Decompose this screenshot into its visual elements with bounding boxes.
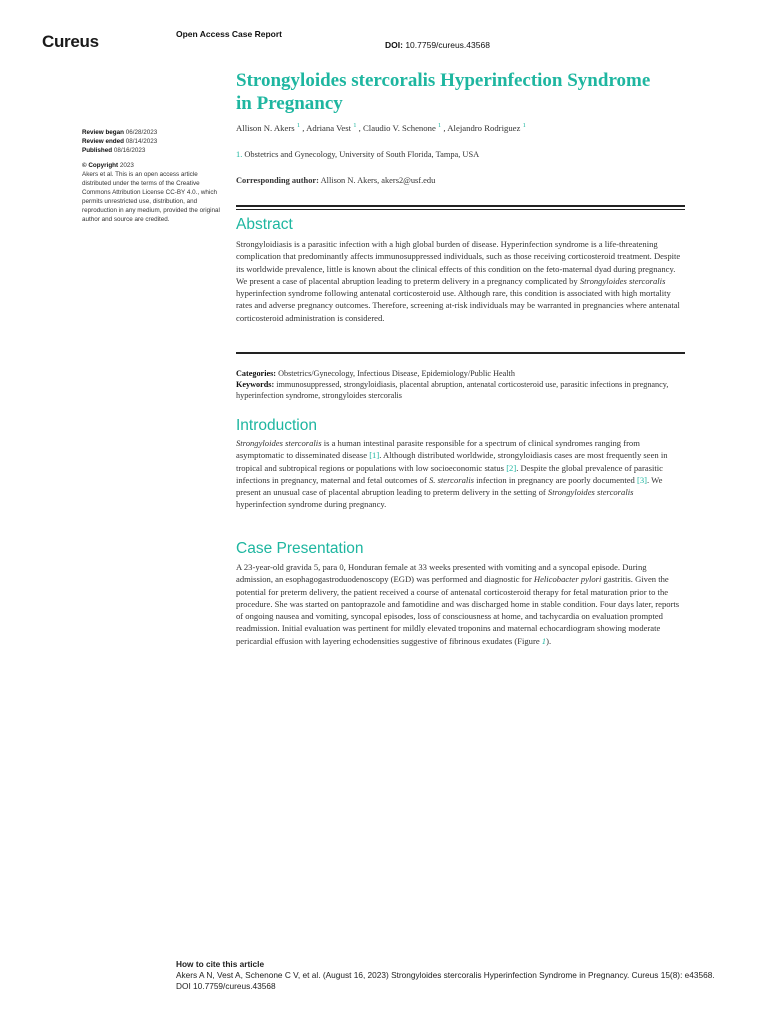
review-began (82, 128, 222, 137)
affiliation-text: Obstetrics and Gynecology, University of South Florida, Tampa, USA (244, 150, 480, 159)
review-ended-date: 08/14/2023 (125, 138, 158, 145)
affiliation-number: 1. (236, 150, 243, 159)
case-presentation-heading: Case Presentation (236, 540, 364, 557)
intro-italic: S. stercoralis (428, 474, 475, 485)
author-name[interactable]: Allison N. Akers (236, 122, 295, 133)
cureus-logo[interactable]: Cureus (42, 32, 99, 51)
reference-link[interactable]: [1] (369, 450, 380, 461)
review-began-date: 06/28/2023 (125, 129, 158, 136)
corresponding-label: Corresponding author: (236, 176, 319, 185)
categories-label: Categories: (236, 369, 277, 378)
citation-text: Akers A N, Vest A, Schenone C V, et al. (August 16, 2023) Strongyloides stercoralis Hyperinfection Syndrome in Pregnancy. Cureus 15(8): e43568. DOI 10.7759/cureus.43568 (176, 970, 715, 991)
intro-text-part: . Although distributed worldwide, strongyloidiasis cases are most frequently seen in tropical and subtropical regions or populations with low socioeconomic status (236, 450, 668, 473)
divider (236, 205, 685, 207)
intro-text-part: infection in pregnancy are poorly documented (474, 474, 637, 485)
case-text-part: ). (546, 635, 552, 646)
abstract-text-part: Strongyloidiasis is a parasitic infection with a high global burden of disease. Hyperinfection syndrome is a life-threatening complication that predominantly affects immunosuppressed individuals, such as those receiving corticosteroid treatment. Despite its worldwide prevalence, little is known about the clinical effects of this condition on the feto-maternal dyad during pregnancy. We present a case of placental abruption leading to preterm delivery in a pregnancy complicated by (236, 239, 681, 286)
keywords-value: immunosuppressed, strongyloidiasis, placental abruption, antenatal corticosteroid use, parasitic infections in pregnancy, hyperinfection syndrome, strongyloides stercoralis (236, 380, 669, 401)
doi-label: DOI: (385, 40, 403, 50)
citation-heading: How to cite this article (176, 959, 265, 969)
categories-value: Obstetrics/Gynecology, Infectious Disease, Epidemiology/Public Health (278, 369, 515, 378)
author-name[interactable]: Alejandro Rodriguez (447, 122, 521, 133)
doi-line (385, 40, 490, 50)
keywords (236, 379, 685, 401)
reference-link[interactable]: [3] (637, 474, 648, 485)
citation-block (176, 959, 716, 992)
author-affiliation-mark: 1 (353, 122, 357, 129)
affiliation (236, 150, 479, 159)
reference-link[interactable]: [2] (506, 462, 517, 473)
introduction-text (236, 437, 685, 511)
article-type: Open Access Case Report (176, 29, 282, 39)
abstract-text (236, 238, 685, 324)
intro-text-part: . Despite the global prevalence of parasitic infections in pregnancy, maternal and fetal outcomes of (236, 462, 663, 485)
abstract-heading: Abstract (236, 216, 293, 233)
author-affiliation-mark: 1 (522, 122, 526, 129)
author-affiliation-mark: 1 (296, 122, 301, 129)
intro-italic: Strongyloides stercoralis (236, 438, 322, 448)
author-name[interactable]: Adriana Vest (306, 122, 352, 133)
author-list: Allison N. Akers $^1$ , Adriana Vest $^1$ , Claudio V. Schenone $^1$ , Alejandro Rodriguez $^1$ (236, 122, 526, 133)
intro-text-part: is a human intestinal parasite responsible for a spectrum of clinical syndromes ranging from asymptomatic to disseminated disease (236, 438, 640, 461)
review-ended-label: Review ended (82, 138, 124, 145)
review-began-label: Review began (82, 129, 124, 136)
case-presentation-text (236, 561, 685, 647)
case-italic: Helicobacter pylori (533, 574, 602, 585)
case-text-part: A 23-year-old gravida 5, para 0, Honduran female at 33 weeks presented with vomiting and a syncopal episode. During admission, an esophagogastroduodenoscopy (EGD) was performed and diagnostic for (236, 562, 647, 585)
copyright-year: 2023 (119, 162, 134, 169)
copyright (82, 161, 222, 170)
abstract-text-part: hyperinfection syndrome following antenatal corticosteroid use. Although rare, this condition is associated with high mortality rates and adverse pregnancy outcomes. Therefore, screening at-risk individuals may be warranted in pregnancies where antenatal corticosteroid administration is considered. (236, 288, 680, 323)
copyright-label: © Copyright (82, 162, 119, 169)
keywords-label: Keywords: (236, 380, 275, 390)
introduction-heading: Introduction (236, 417, 317, 434)
divider (236, 209, 685, 210)
intro-italic: Strongyloides stercoralis (547, 487, 634, 498)
license-text: Akers et al. This is an open access article distributed under the terms of the Creative Commons Attribution License CC-BY 4.0., which permits unrestricted use, distribution, and reproduction in any medium, provided the original author and source are credited. (82, 171, 220, 223)
intro-text-part: hyperinfection syndrome during pregnancy. (236, 499, 387, 510)
corresponding-author (236, 176, 435, 185)
review-sidebar (82, 128, 222, 224)
article-title: Strongyloides stercoralis Hyperinfection Syndrome in Pregnancy (236, 70, 651, 114)
figure-link[interactable]: 1 (541, 635, 547, 646)
categories (236, 368, 685, 379)
review-ended (82, 137, 222, 146)
published-label: Published (82, 147, 113, 154)
case-text-part: gastritis. Given the potential for preterm delivery, the patient received a course of antenatal corticosteroid therapy for fetal maturation prior to the procedure. She was started on pantoprazole and famotidine and was discharged home in stable condition. Four days later, reports of ongoing nausea and vomiting, syncopal episodes, loss of consciousness at home, and tachycardia on evaluation prompted readmission. Initial evaluation was pertinent for mildly elevated troponins and maternal echocardiogram showing moderate pericardial effusion with layering echodensities suggestive of fibrinous exudates (Figure (236, 574, 680, 646)
article-meta (236, 368, 685, 402)
doi-value[interactable]: 10.7759/cureus.43568 (405, 40, 490, 50)
published-date: 08/16/2023 (113, 147, 146, 154)
abstract-italic: Strongyloides stercoralis (579, 275, 666, 286)
intro-text-part: . We present an unusual case of placental abruption leading to preterm delivery in the setting of (236, 474, 663, 498)
author-affiliation-mark: 1 (437, 122, 442, 129)
author-name[interactable]: Claudio V. Schenone (363, 122, 436, 133)
published (82, 146, 222, 155)
divider (236, 352, 685, 354)
corresponding-text: Allison N. Akers, akers2@usf.edu (320, 176, 436, 185)
